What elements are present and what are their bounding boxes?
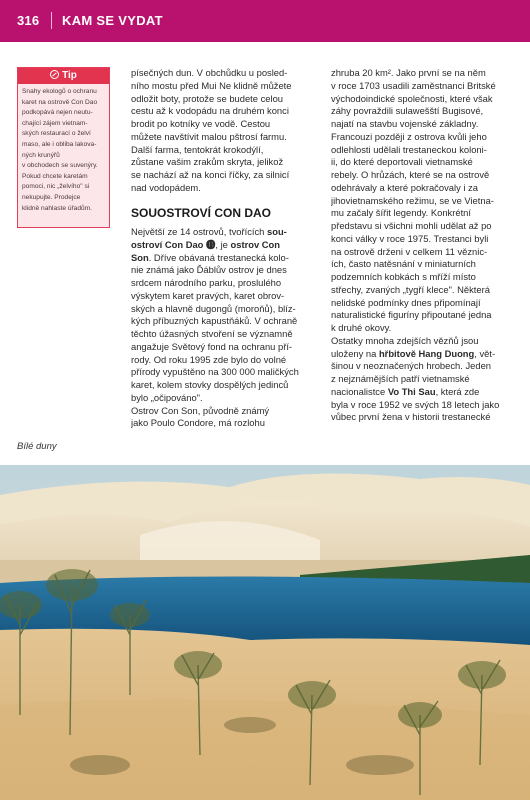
body-line: Ostatky mnoha zdejších vězňů jsou [331,334,479,346]
body-line: byla v roce 1952 ve svých 18 letech jako [331,398,500,410]
body-line: karet, kolem stovky dospělých jedinců [131,379,289,390]
tip-line: maso, ale i obliba lakova- [22,140,97,148]
body-line: těchto úžasných stvoření se významně [131,328,293,339]
text-column-left [131,67,313,430]
body-line: z nejznámějších patří vietnamské [331,373,470,384]
tip-body [22,87,108,214]
body-line: rody. Od roku 1995 zde bylo do volné [131,353,287,365]
body-line: v roce 1703 usadili zaměstnanci Britské [331,79,496,91]
body-line: jako Poulo Condore, má rozlohu [131,417,265,429]
body-line: přírody vypuštěno na 300 000 maličkých [131,366,299,378]
body-line: šinou v neoznačených hrobech. Jeden [331,360,492,372]
body-line: zůstane vašim zrakům skryta, jelikož [131,156,284,168]
tip-line: Pokud chcete karetám [22,172,88,180]
body-line: naturalistické figuríny připoutané jedna [331,309,492,321]
body-line: cestu až k vodopádu na druhém konci [131,105,289,117]
body-line: k druhé okovy. [331,322,392,333]
tip-line: ských restaurací o želví [22,130,91,138]
body-line: nad vodopádem. [131,181,201,193]
body-line: konci války v roce 1975. Trestanci byli [331,232,489,244]
body-line: mu začaly šířit legendy. Konkrétní [331,207,471,219]
text-column-right [331,67,515,424]
body-line: Son. Dříve obávaná trestanecká kolo- [131,251,289,263]
body-line: zhruba 20 km². Jako první se na něm [331,67,486,78]
body-line: odehrávaly a které pokračovaly i za [331,181,478,193]
body-line: střechy, zvaných „tygří klece". Některá [331,283,490,295]
body-line: východoindické společnosti, které však [331,92,493,104]
body-line: jihovietnamského režimu, se ve Vietna- [331,194,494,206]
tip-line: v obchodech se suvenýry. [22,162,98,170]
tip-box [17,67,110,228]
body-line: Francouzi později z ostrova kvůli jeho [331,130,487,142]
body-line: Ostrov Con Son, původně známý [131,404,270,416]
body-line: ii, do které deportovali vietnamské [331,156,473,168]
body-line: můžete navštívit malou pštrosí farmu. [131,130,287,142]
page-number: 316 [17,13,40,28]
tip-header [18,68,109,84]
tip-line: ných krunýřů [22,151,60,159]
page-header [0,0,530,42]
body-line: se nachází až na konci říčky, za silnicí [131,169,290,180]
body-line: nie známá jako Ďáblův ostrov je dnes [131,264,287,276]
tip-line: klidně nahlaste úřadům. [22,204,93,212]
body-line: odložit boty, protože se budete celou [131,92,284,104]
body-line: Největší ze 14 ostrovů, tvořících sou- [131,226,287,237]
photo-caption: Bílé duny [17,441,57,452]
tip-line: podkopává nejen neutu- [22,109,93,117]
tip-line: nekupujte. Prodejce [22,193,81,201]
tip-line: Snahy ekologů o ochranu [22,88,97,95]
body-line: angažuje Světový fond na ochranu pří- [131,340,293,352]
body-line: písečných dun. V obchůdku u posled- [131,67,288,78]
tip-title: Tip [62,70,77,81]
body-line: ního mostu před Mui Ne klidně můžete [131,79,292,91]
body-line: bylo „očipováno". [131,391,203,403]
header-divider [51,12,52,29]
white-dunes-photo [0,465,530,800]
body-line: nacionalistce Vo Thi Sau, která zde [331,385,480,397]
body-line: najatí na stavbu vojenské základny. [331,118,479,129]
body-line: ských a hlavně dugongů (moroňů), blíz- [131,302,296,314]
body-line: brodit po kotníky ve vodě. Cestou [131,118,271,129]
body-line: představu si všichni mohli udělat až po [331,220,492,231]
tip-line: karet na ostrově Con Dao [22,98,98,106]
body-line: rebely. O hrůzách, které se na ostrově [331,169,490,180]
body-line: srdcem národního parku, proslulého [131,277,282,288]
section-heading: SOUOSTROVÍ CON DAO [131,206,272,221]
body-line: vůbec první žena v historii trestanecké [331,411,491,423]
body-line: uloženy na hřbitově Hang Duong, vět- [331,347,496,359]
body-line: podzemních kobkách s mříží místo [331,271,476,282]
tip-line: pomoci, nic „želvího" si [22,183,90,191]
no-sign-icon [50,70,59,79]
body-line: Další farma, tentokrát krokodýlí, [131,143,264,155]
body-line: ostroví Con Dao ⓭, je ostrov Con [131,238,280,250]
body-line: na ostrově drženi v celkem 11 věznic- [331,245,488,257]
body-line: nelidské podmínky dnes připomínají [331,296,481,308]
body-line: odlehlosti udělali trestaneckou koloni- [331,143,487,155]
body-line: záhy povraždili sulawešští Bugisové, [331,105,484,117]
body-line: ích, často natěsnání v miniaturních [331,258,476,270]
section-title: KAM SE VYDAT [62,13,163,28]
body-line: výskytem karet pravých, karet obrov- [131,289,285,301]
body-line: kých příbuzných kapustňáků. V ochraně [131,315,298,327]
tip-line: chající zájem vietnam- [22,119,88,127]
